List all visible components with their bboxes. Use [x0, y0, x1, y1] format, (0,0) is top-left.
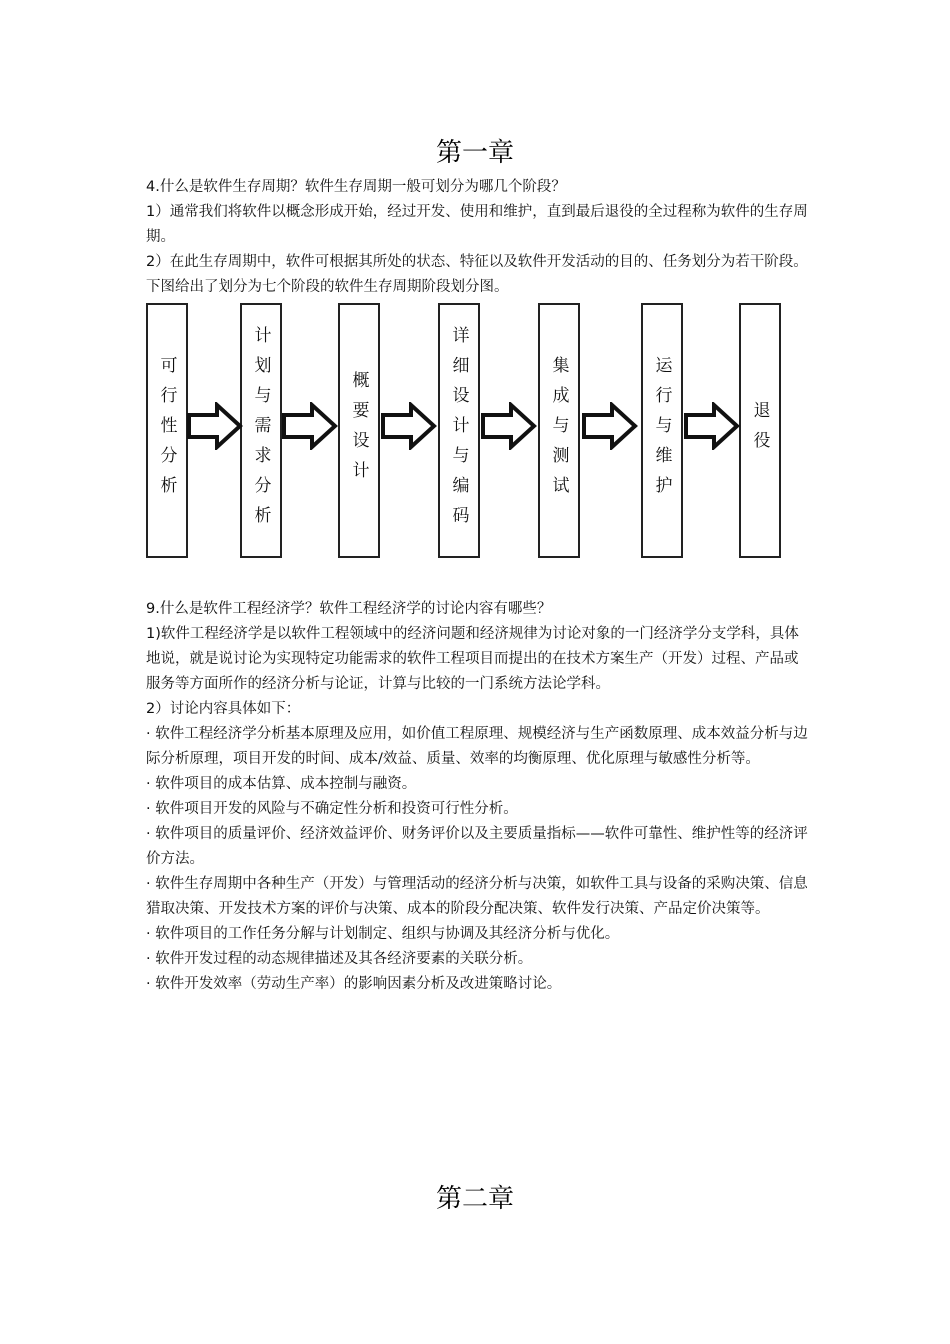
question-4: 4.什么是软件生存周期？软件生存周期一般可划分为哪几个阶段？: [146, 179, 566, 195]
bullet-item: · 软件项目的质量评价、经济效益评价、财务评价以及主要质量指标——软件可靠性、维护性等的经济评价方法。: [146, 826, 808, 867]
bullet-item: · 软件生存周期中各种生产（开发）与管理活动的经济分析与决策，如软件工具与设备的采购决策、信息猎取决策、开发技术方案的评价与决策、成本的阶段分配决策、软件发行决策、产品定价决策等。: [146, 876, 808, 917]
stage-label: 概要设计: [348, 370, 369, 491]
bullet-item: · 软件开发效率（劳动生产率）的影响因素分析及改进策略讨论。: [146, 976, 562, 992]
right-arrow-icon: [381, 402, 437, 450]
bullet-item: · 软件开发过程的动态规律描述及其各经济要素的关联分析。: [146, 951, 533, 967]
stage-box-integration: [538, 303, 580, 558]
stage-box-operation: [641, 303, 683, 558]
chapter-1-title: 第一章: [435, 138, 514, 168]
stage-label: 运行与维护: [651, 355, 672, 506]
stage-label: 退役: [749, 400, 770, 461]
stage-box-planning: [240, 303, 282, 558]
bullet-item: · 软件项目的工作任务分解与计划制定、组织与协调及其经济分析与优化。: [146, 926, 620, 942]
bullet-item: · 软件项目的成本估算、成本控制与融资。: [146, 776, 417, 792]
bullet-item: · 软件工程经济学分析基本原理及应用，如价值工程原理、规模经济与生产函数原理、成本效益分析与边际分析原理，项目开发的时间、成本/效益、质量、效率的均衡原理、优化原理与敏感性分析等。: [146, 726, 808, 767]
stage-box-feasibility: [146, 303, 188, 558]
question-9: 9.什么是软件工程经济学？软件工程经济学的讨论内容有哪些？: [146, 601, 552, 617]
stage-box-detailed-design: [438, 303, 480, 558]
right-arrow-icon: [684, 402, 740, 450]
answer-9-part-2: 2）讨论内容具体如下：: [146, 701, 301, 717]
answer-4-part-2: 2）在此生存周期中，软件可根据其所处的状态、特征以及软件开发活动的目的、任务划分为若干阶段。下图给出了划分为七个阶段的软件生存周期阶段划分图。: [146, 254, 808, 295]
right-arrow-icon: [187, 402, 243, 450]
stage-box-high-level-design: [338, 303, 380, 558]
question-4-section: [146, 175, 811, 300]
right-arrow-icon: [282, 402, 338, 450]
stage-box-retirement: [739, 303, 781, 558]
stage-label: 集成与测试: [548, 355, 569, 506]
stage-label: 可行性分析: [156, 355, 177, 506]
answer-4-part-1: 1）通常我们将软件以概念形成开始，经过开发、使用和维护，直到最后退役的全过程称为软件的生存周期。: [146, 204, 808, 245]
question-9-section: [146, 597, 811, 997]
stage-label: 计划与需求分析: [250, 325, 271, 536]
stage-label: 详细设计与编码: [448, 325, 469, 536]
right-arrow-icon: [481, 402, 537, 450]
right-arrow-icon: [582, 402, 638, 450]
chapter-2-title: 第二章: [435, 1184, 514, 1214]
bullet-item: · 软件项目开发的风险与不确定性分析和投资可行性分析。: [146, 801, 518, 817]
answer-9-part-1: 1)软件工程经济学是以软件工程领域中的经济问题和经济规律为讨论对象的一门经济学分支学科，具体地说，就是说讨论为实现特定功能需求的软件工程项目而提出的在技术方案生产（开发）过程、产品或服务等方面所作的经济分析与论证，计算与比较的一门系统方法论学科。: [146, 626, 799, 692]
